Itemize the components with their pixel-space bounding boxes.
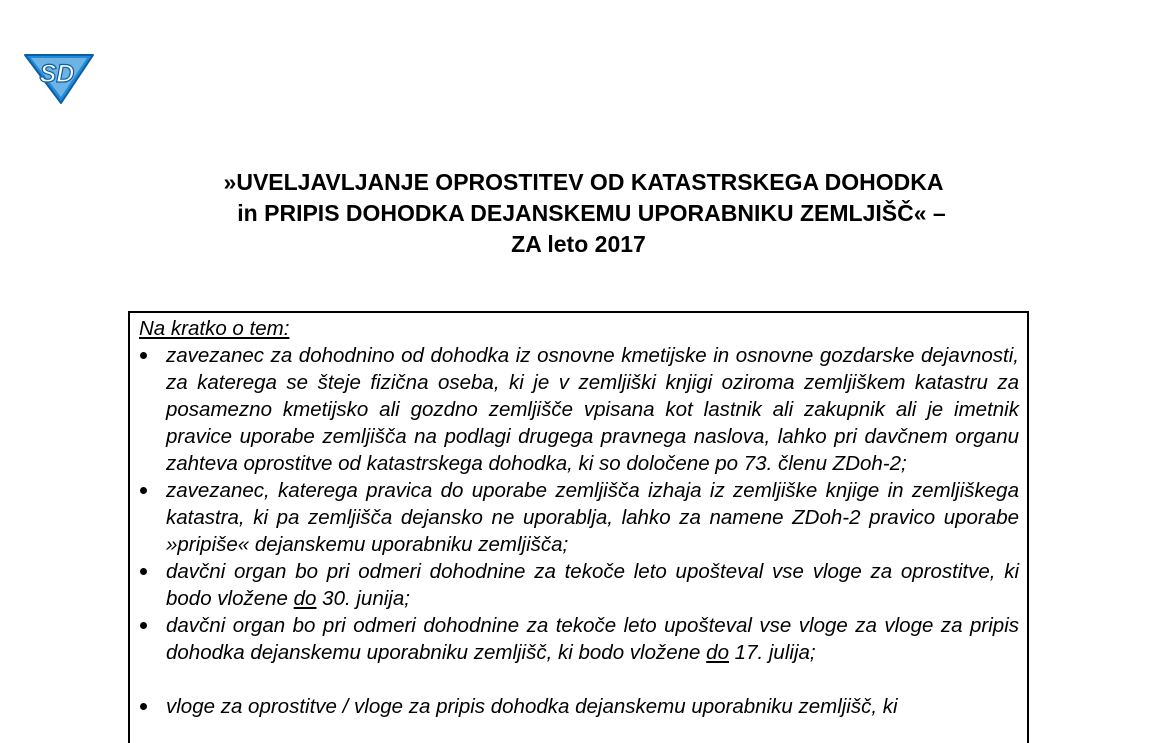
text-segment: 17. julija; [728, 641, 816, 664]
list-item [130, 558, 1027, 612]
bullet-icon [140, 352, 147, 359]
list-item-text [166, 614, 1019, 664]
bullet-icon [140, 622, 147, 629]
document-title [0, 167, 1157, 260]
summary-box [128, 311, 1029, 743]
text-segment: davčni organ bo pri odmeri dohodnine za tekoče leto upošteval vse vloge za vloge za pripis dohodka dejanskemu uporabniku zemljišč, ki bodo vložene [166, 614, 1019, 664]
title-line-2: in PRIPIS DOHODKA DEJANSKEMU UPORABNIKU ZEMLJIŠČ« – [237, 200, 946, 226]
summary-heading: Na kratko o tem: [139, 317, 290, 340]
list-item-text: vloge za oprostitve / vloge za pripis dohodka dejanskemu uporabniku zemljišč, ki [166, 695, 898, 718]
summary-list [130, 342, 1027, 720]
list-item-text: zavezanec, katerega pravica do uporabe zemljišča izhaja iz zemljiške knjige in zemljiškega katastra, ki pa zemljišča dejansko ne uporablja, lahko za namene ZDoh-2 pravico uporabe »pripiše« dejanskemu uporabniku zemljišča; [166, 479, 1019, 556]
logo-text: SD [39, 60, 75, 88]
title-line-1: »UVELJAVLJANJE OPROSTITEV OD KATASTRSKEGA DOHODKA [223, 169, 944, 195]
underlined-word: do [293, 587, 317, 610]
sd-shield-logo-icon [21, 47, 97, 105]
title-line-3: ZA leto 2017 [511, 231, 646, 257]
bullet-icon [140, 487, 147, 494]
list-item [130, 693, 1027, 720]
list-item [130, 612, 1027, 666]
bullet-icon [140, 568, 147, 575]
underlined-word: do [706, 641, 729, 664]
bullet-icon [140, 703, 147, 710]
list-item [130, 342, 1027, 477]
list-item [130, 477, 1027, 558]
list-item-text [166, 560, 1019, 610]
list-item-text: zavezanec za dohodnino od dohodka iz osnovne kmetijske in osnovne gozdarske dejavnosti, za katerega se šteje fizična oseba, ki je v zemljiški knjigi oziroma zemljiškem katastru za posamezno kmetijsko ali gozdno zemljišče vpisana kot lastnik ali zakupnik ali je imetnik pravice uporabe zemljišča na podlagi drugega pravnega naslova, lahko pri davčnem organu zahteva oprostitve od katastrskega dohodka, ki so določene po 73. členu ZDoh-2; [166, 344, 1019, 475]
text-segment: 30. junija; [316, 587, 410, 610]
text-segment: davčni organ bo pri odmeri dohodnine za tekoče leto upošteval vse vloge za oprostitve, ki bodo vložene [166, 560, 1019, 610]
